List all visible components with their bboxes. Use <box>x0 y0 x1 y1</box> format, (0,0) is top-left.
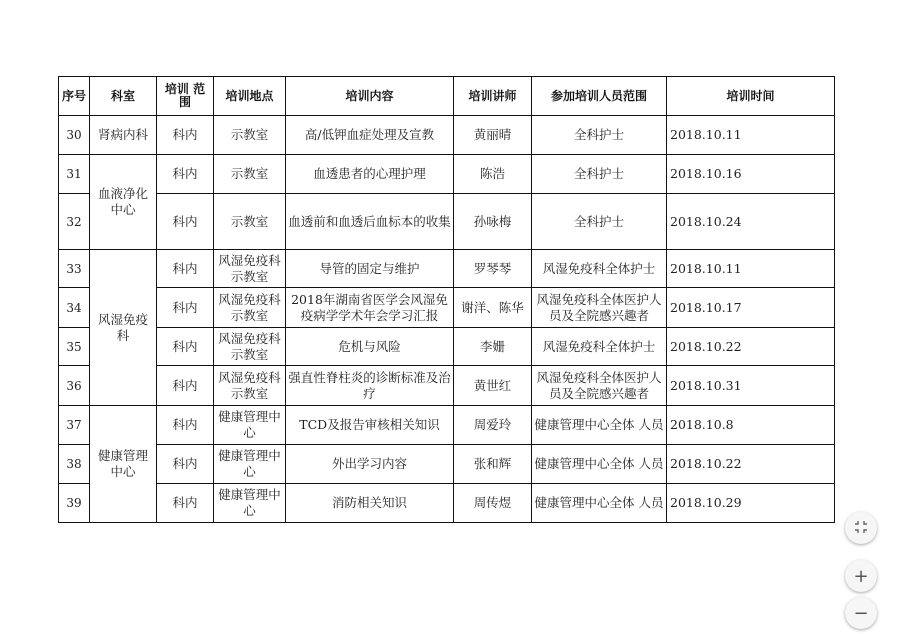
row-lecturer: 周爱玲 <box>454 406 532 445</box>
row-no: 30 <box>59 116 90 155</box>
row-audience: 健康管理中心全体 人员 <box>532 406 667 445</box>
row-lecturer: 周传煜 <box>454 484 532 523</box>
table-row <box>59 445 835 484</box>
table-row <box>59 250 835 288</box>
header-lecturer: 培训讲师 <box>454 77 532 116</box>
row-date: 2018.10.29 <box>667 484 835 523</box>
row-place: 风湿免疫科示教室 <box>214 328 286 366</box>
plus-icon: + <box>853 565 869 587</box>
row-content: TCD及报告审核相关知识 <box>286 406 454 445</box>
table-row <box>59 155 835 194</box>
minus-icon: − <box>853 602 869 624</box>
header-dept: 科室 <box>90 77 157 116</box>
row-scope: 科内 <box>157 484 214 523</box>
header-place: 培训地点 <box>214 77 286 116</box>
table-row <box>59 288 835 328</box>
training-schedule-table <box>58 76 835 523</box>
table-row <box>59 116 835 155</box>
row-audience: 风湿免疫科全体医护人员及全院感兴趣者 <box>532 366 667 406</box>
row-lecturer: 罗琴琴 <box>454 250 532 288</box>
row-no: 39 <box>59 484 90 523</box>
row-content: 危机与风险 <box>286 328 454 366</box>
row-date: 2018.10.22 <box>667 445 835 484</box>
row-scope: 科内 <box>157 366 214 406</box>
row-audience: 全科护士 <box>532 116 667 155</box>
table-row <box>59 328 835 366</box>
header-content: 培训内容 <box>286 77 454 116</box>
fit-screen-button[interactable] <box>845 512 877 544</box>
header-audience: 参加培训人员范围 <box>532 77 667 116</box>
row-place: 健康管理中心 <box>214 406 286 445</box>
zoom-in-button[interactable] <box>845 560 877 592</box>
row-date: 2018.10.17 <box>667 288 835 328</box>
row-lecturer: 黄世红 <box>454 366 532 406</box>
row-lecturer: 李姗 <box>454 328 532 366</box>
row-audience: 风湿免疫科全体医护人员及全院感兴趣者 <box>532 288 667 328</box>
row-content: 消防相关知识 <box>286 484 454 523</box>
row-place: 风湿免疫科示教室 <box>214 288 286 328</box>
row-scope: 科内 <box>157 155 214 194</box>
row-date: 2018.10.31 <box>667 366 835 406</box>
row-content: 高/低钾血症处理及宣教 <box>286 116 454 155</box>
row-dept: 肾病内科 <box>90 116 157 155</box>
fit-screen-icon <box>854 518 868 539</box>
row-no: 32 <box>59 194 90 250</box>
table-row <box>59 406 835 445</box>
row-date: 2018.10.24 <box>667 194 835 250</box>
row-date: 2018.10.16 <box>667 155 835 194</box>
row-no: 36 <box>59 366 90 406</box>
row-lecturer: 孙咏梅 <box>454 194 532 250</box>
row-scope: 科内 <box>157 328 214 366</box>
row-lecturer: 陈浩 <box>454 155 532 194</box>
table-row <box>59 194 835 250</box>
row-scope: 科内 <box>157 194 214 250</box>
row-place: 风湿免疫科示教室 <box>214 366 286 406</box>
row-date: 2018.10.11 <box>667 250 835 288</box>
row-scope: 科内 <box>157 250 214 288</box>
zoom-out-button[interactable] <box>845 597 877 629</box>
header-row <box>59 77 835 116</box>
row-lecturer: 黄丽晴 <box>454 116 532 155</box>
row-no: 33 <box>59 250 90 288</box>
row-content: 血透前和血透后血标本的收集 <box>286 194 454 250</box>
row-no: 35 <box>59 328 90 366</box>
row-audience: 健康管理中心全体 人员 <box>532 484 667 523</box>
row-dept: 健康管理中心 <box>90 406 157 523</box>
row-lecturer: 张和辉 <box>454 445 532 484</box>
row-place: 健康管理中心 <box>214 484 286 523</box>
row-audience: 健康管理中心全体 人员 <box>532 445 667 484</box>
row-lecturer: 谢洋、陈华 <box>454 288 532 328</box>
row-dept: 血液净化中心 <box>90 155 157 250</box>
row-no: 34 <box>59 288 90 328</box>
row-date: 2018.10.22 <box>667 328 835 366</box>
header-date: 培训时间 <box>667 77 835 116</box>
row-content: 2018年湖南省医学会风湿免疫病学学术年会学习汇报 <box>286 288 454 328</box>
row-date: 2018.10.11 <box>667 116 835 155</box>
row-scope: 科内 <box>157 406 214 445</box>
table-row <box>59 484 835 523</box>
row-scope: 科内 <box>157 116 214 155</box>
row-content: 导管的固定与维护 <box>286 250 454 288</box>
row-no: 31 <box>59 155 90 194</box>
row-place: 健康管理中心 <box>214 445 286 484</box>
row-scope: 科内 <box>157 288 214 328</box>
row-dept: 风湿免疫科 <box>90 250 157 406</box>
row-no: 38 <box>59 445 90 484</box>
table-row <box>59 366 835 406</box>
header-no: 序号 <box>59 77 90 116</box>
row-no: 37 <box>59 406 90 445</box>
row-date: 2018.10.8 <box>667 406 835 445</box>
row-scope: 科内 <box>157 445 214 484</box>
row-place: 示教室 <box>214 194 286 250</box>
row-audience: 全科护士 <box>532 155 667 194</box>
row-audience: 风湿免疫科全体护士 <box>532 328 667 366</box>
row-audience: 风湿免疫科全体护士 <box>532 250 667 288</box>
row-place: 示教室 <box>214 116 286 155</box>
row-content: 外出学习内容 <box>286 445 454 484</box>
row-content: 强直性脊柱炎的诊断标准及治疗 <box>286 366 454 406</box>
row-content: 血透患者的心理护理 <box>286 155 454 194</box>
header-scope: 培训 范围 <box>157 77 214 116</box>
row-place: 示教室 <box>214 155 286 194</box>
row-audience: 全科护士 <box>532 194 667 250</box>
row-place: 风湿免疫科示教室 <box>214 250 286 288</box>
